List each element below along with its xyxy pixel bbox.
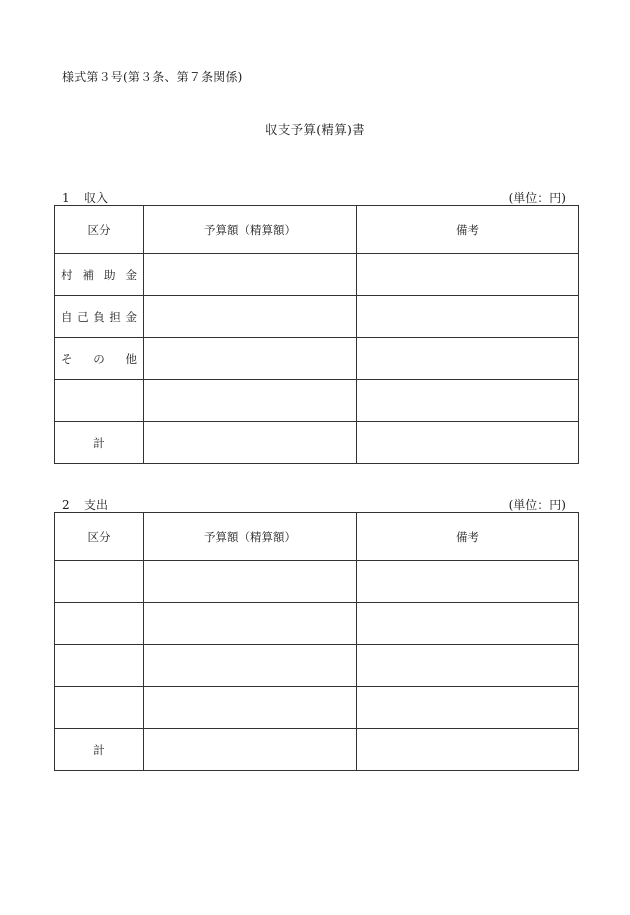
row-remarks-cell[interactable] (357, 561, 579, 603)
table-row (55, 296, 579, 338)
unit-label: (単位：円) (508, 498, 566, 512)
section-name: 支出 (84, 498, 109, 512)
income-table (54, 205, 579, 464)
section-name: 収入 (84, 191, 109, 205)
row-category (55, 254, 144, 296)
total-amount-cell[interactable] (144, 729, 357, 771)
category-label: 自 己 負 担 金 (61, 309, 137, 324)
table-header-row (55, 206, 579, 254)
row-remarks-cell[interactable] (357, 380, 579, 422)
row-category[interactable] (55, 561, 144, 603)
row-amount-cell[interactable] (144, 254, 357, 296)
header-category: 区分 (55, 513, 144, 561)
unit-label: (単位：円) (508, 191, 566, 205)
row-category[interactable] (55, 645, 144, 687)
form-number: 様式第３号(第３条、第７条関係) (62, 70, 243, 84)
header-remarks: 備考 (357, 206, 579, 254)
row-amount-cell[interactable] (144, 338, 357, 380)
document-title: 収支予算(精算)書 (265, 122, 365, 137)
row-remarks-cell[interactable] (357, 254, 579, 296)
row-category (55, 296, 144, 338)
row-category (55, 338, 144, 380)
header-remarks: 備考 (357, 513, 579, 561)
table-row (55, 338, 579, 380)
category-label: そ の 他 (61, 351, 137, 366)
row-category[interactable] (55, 687, 144, 729)
table-row (55, 603, 579, 645)
table-row (55, 561, 579, 603)
header-category: 区分 (55, 206, 144, 254)
section-number: 2 (62, 498, 70, 512)
table-row (55, 380, 579, 422)
row-remarks-cell[interactable] (357, 338, 579, 380)
total-row (55, 422, 579, 464)
row-category[interactable] (55, 380, 144, 422)
table-header-row (55, 513, 579, 561)
total-remarks-cell[interactable] (357, 422, 579, 464)
total-remarks-cell[interactable] (357, 729, 579, 771)
total-amount-cell[interactable] (144, 422, 357, 464)
row-amount-cell[interactable] (144, 296, 357, 338)
header-amount: 予算額（精算額） (144, 513, 357, 561)
table-row (55, 687, 579, 729)
row-amount-cell[interactable] (144, 603, 357, 645)
total-label: 計 (55, 422, 144, 464)
expenditure-section-heading (62, 496, 566, 513)
row-remarks-cell[interactable] (357, 603, 579, 645)
row-amount-cell[interactable] (144, 687, 357, 729)
income-section-heading (62, 189, 566, 206)
row-category[interactable] (55, 603, 144, 645)
row-remarks-cell[interactable] (357, 296, 579, 338)
table-row (55, 254, 579, 296)
section-number: 1 (62, 191, 70, 205)
row-amount-cell[interactable] (144, 645, 357, 687)
row-remarks-cell[interactable] (357, 687, 579, 729)
total-row (55, 729, 579, 771)
category-label: 村 補 助 金 (61, 267, 137, 282)
row-remarks-cell[interactable] (357, 645, 579, 687)
table-row (55, 645, 579, 687)
total-label: 計 (55, 729, 144, 771)
row-amount-cell[interactable] (144, 380, 357, 422)
header-amount: 予算額（精算額） (144, 206, 357, 254)
row-amount-cell[interactable] (144, 561, 357, 603)
expenditure-table (54, 512, 579, 771)
